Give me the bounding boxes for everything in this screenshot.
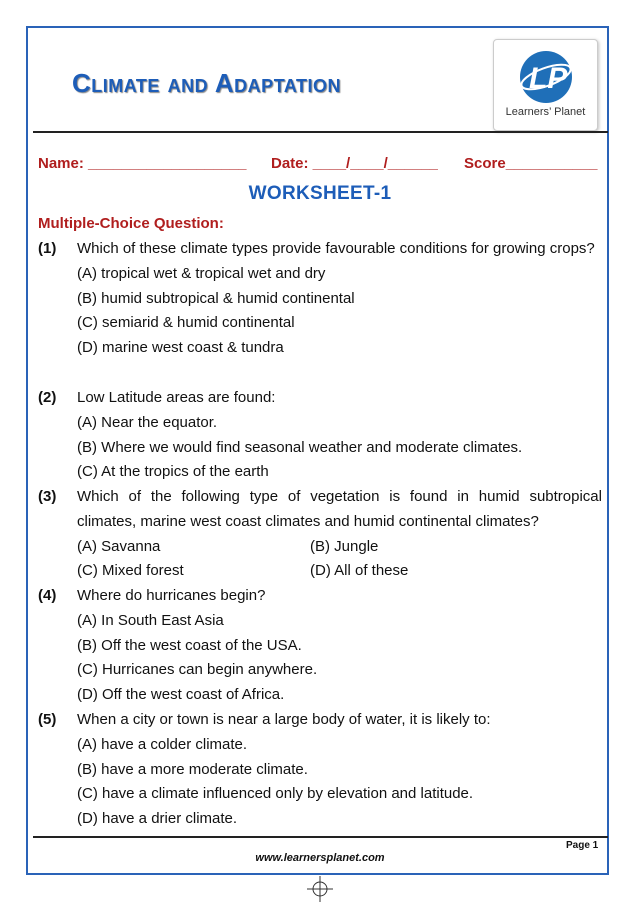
option[interactable]: (B) Off the west coast of the USA.	[77, 636, 302, 654]
question-text: Which of these climate types provide favourable conditions for growing crops?	[77, 240, 595, 257]
question-1	[38, 237, 602, 361]
score-field[interactable]: Score___________	[464, 155, 598, 172]
option-row	[77, 535, 602, 560]
section-label: Multiple-Choice Question:	[38, 215, 224, 232]
question-text: Low Latitude areas are found:	[77, 389, 276, 406]
option[interactable]: (B) Jungle	[310, 537, 379, 555]
question-number: (1)	[38, 240, 57, 257]
option[interactable]: (C) Mixed forest	[77, 562, 184, 580]
option[interactable]: (C) semiarid & humid continental	[77, 314, 295, 332]
option[interactable]: (C) At the tropics of the earth	[77, 463, 269, 481]
learners-planet-logo	[493, 39, 598, 131]
worksheet-title: WORKSHEET-1	[248, 183, 392, 204]
option-row	[77, 559, 602, 584]
header-divider	[33, 131, 608, 133]
question-number: (4)	[38, 587, 57, 604]
question-number: (5)	[38, 711, 57, 728]
page-number: Page 1	[566, 840, 599, 851]
page-title: Climate and Adaptation	[72, 68, 342, 98]
lp-logo-icon	[516, 44, 576, 106]
option[interactable]: (A) Near the equator.	[77, 413, 218, 431]
option[interactable]: (B) Where we would find seasonal weather and moderate climates.	[77, 438, 523, 456]
option[interactable]: (A) tropical wet & tropical wet and dry	[77, 264, 326, 282]
question-text: When a city or town is near a large body of water, it is likely to:	[77, 711, 491, 728]
question-4	[38, 584, 602, 708]
footer-url[interactable]: www.learnersplanet.com	[255, 852, 385, 864]
question-number: (2)	[38, 389, 57, 406]
option[interactable]: (D) Off the west coast of Africa.	[77, 686, 285, 704]
option[interactable]: (A) have a colder climate.	[77, 735, 248, 753]
option[interactable]: (A) Savanna	[77, 537, 161, 555]
logo-text: Learners’ Planet	[505, 106, 586, 118]
option[interactable]: (B) humid subtropical & humid continental	[77, 289, 355, 307]
option[interactable]: (C) have a climate influenced only by elevation and latitude.	[77, 785, 474, 803]
question-text: Which of the following type of vegetation is found in humid subtropical climates, marine west coast climates and humid continental climates?	[77, 488, 602, 530]
question-3	[38, 485, 602, 584]
option[interactable]: (D) marine west coast & tundra	[77, 339, 284, 357]
option[interactable]: (D) All of these	[310, 562, 409, 580]
name-field[interactable]: Name: ___________________	[38, 155, 247, 172]
svg-text:LP: LP	[529, 62, 568, 95]
question-5	[38, 708, 602, 832]
option[interactable]: (B) have a more moderate climate.	[77, 760, 308, 778]
question-text: Where do hurricanes begin?	[77, 587, 266, 604]
question-number: (3)	[38, 488, 57, 505]
option[interactable]: (A) In South East Asia	[77, 611, 224, 629]
registration-mark-icon	[307, 876, 333, 902]
footer-divider	[33, 836, 608, 838]
question-2	[38, 386, 602, 485]
date-field[interactable]: Date: ____/____/______	[271, 155, 438, 172]
option[interactable]: (D) have a drier climate.	[77, 810, 238, 828]
option[interactable]: (C) Hurricanes can begin anywhere.	[77, 661, 318, 679]
